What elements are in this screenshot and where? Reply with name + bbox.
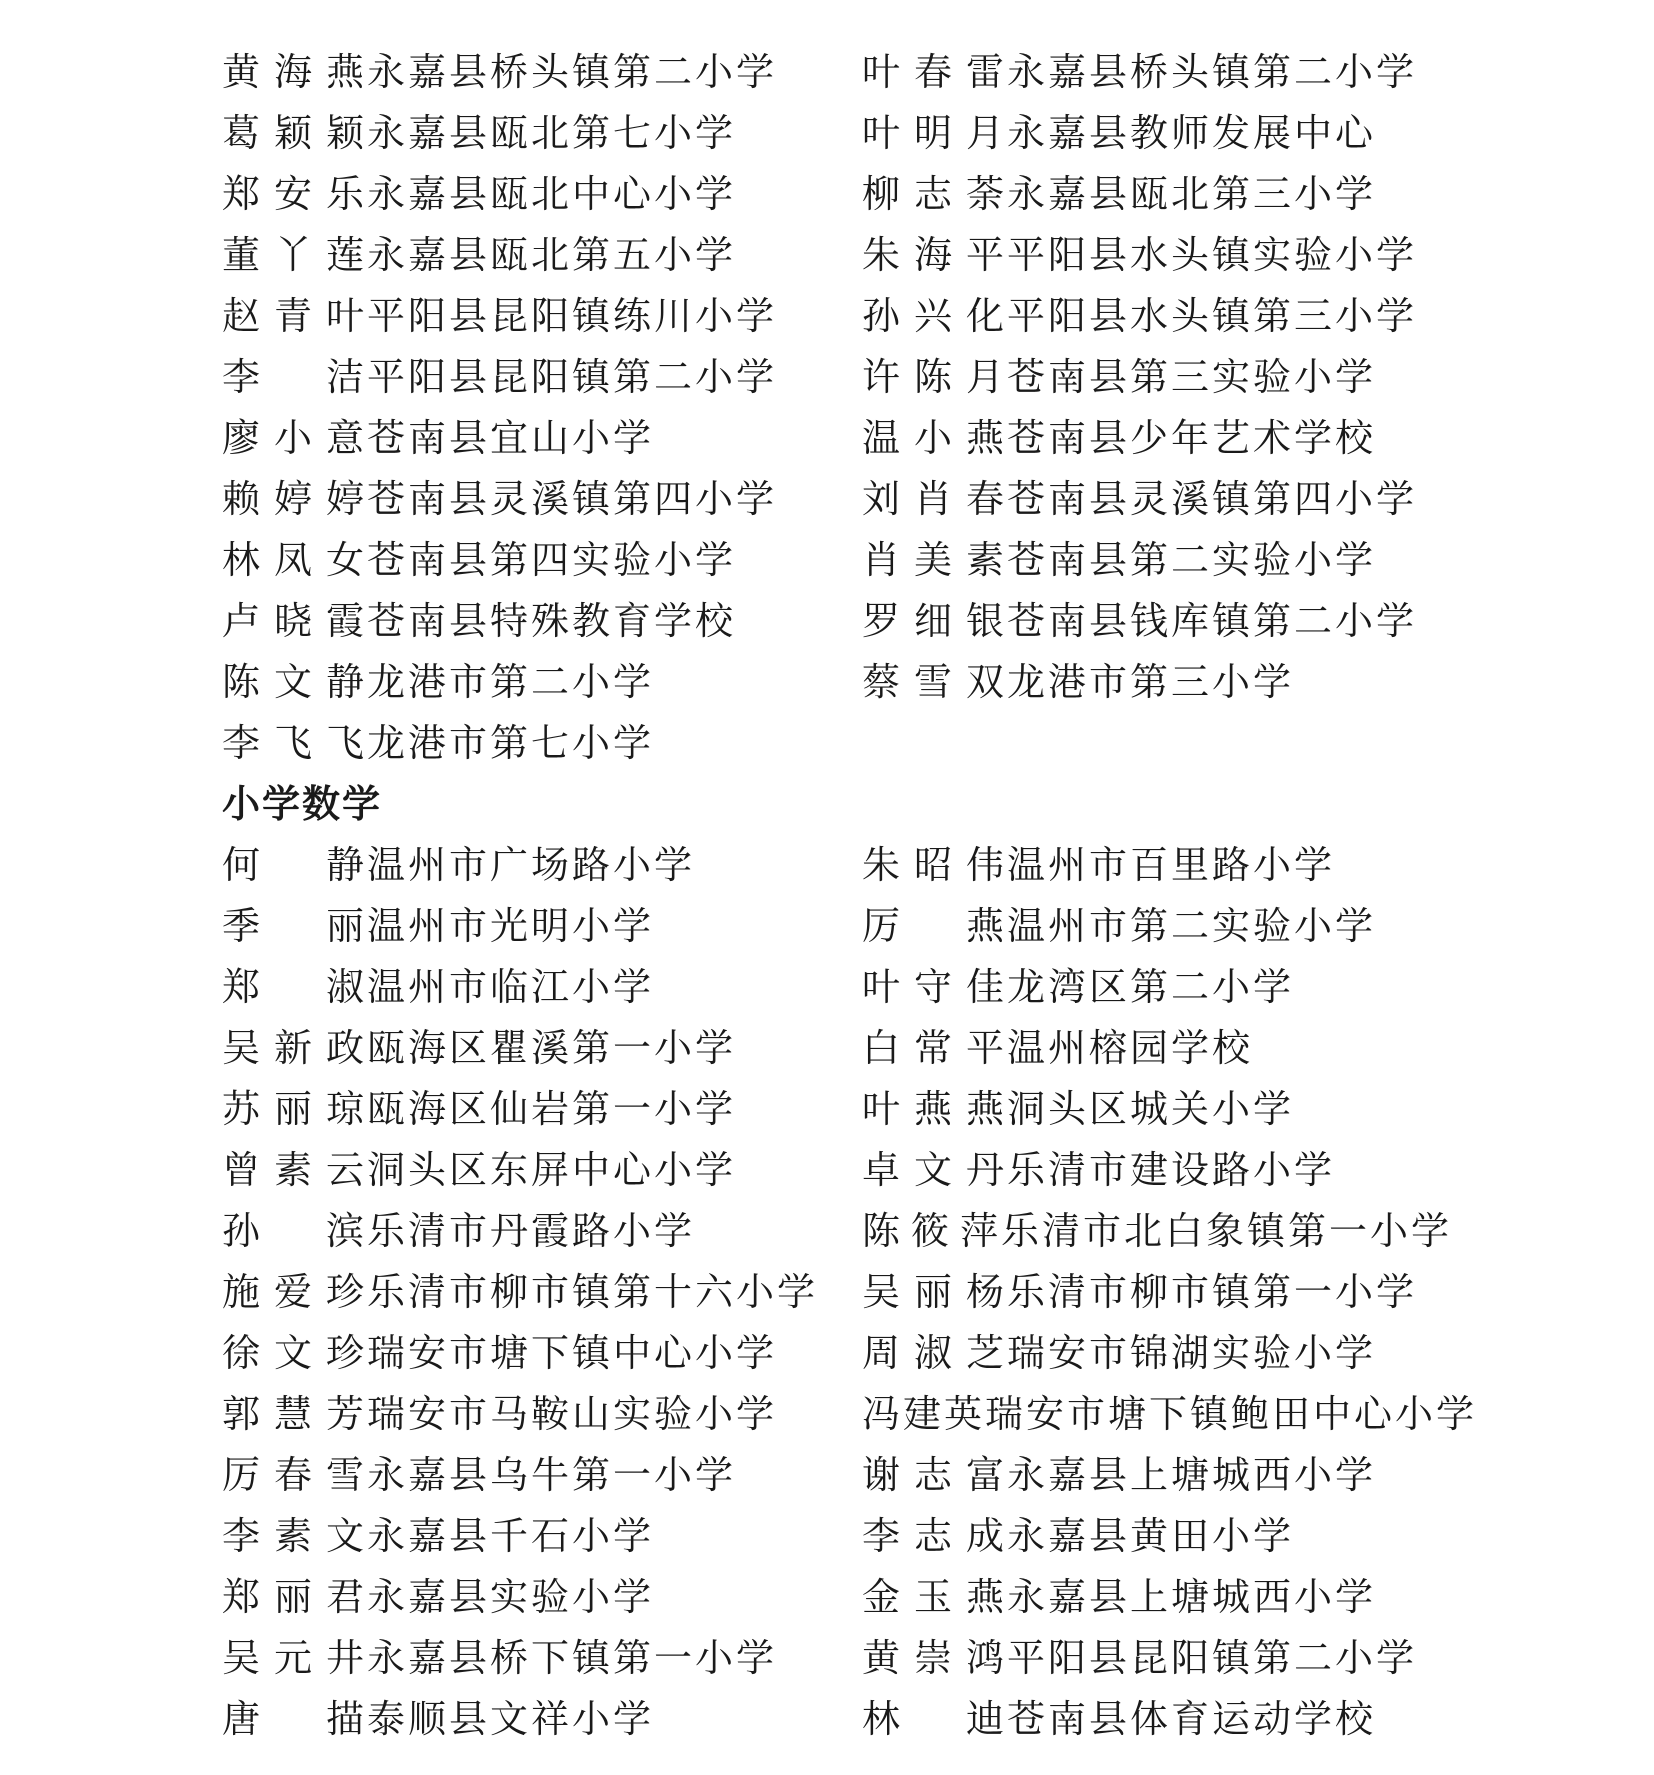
list-row xyxy=(222,160,1452,221)
person-name: 陈文静 xyxy=(222,660,367,704)
school-name: 乐清市建设路小学 xyxy=(1007,1148,1336,1192)
entry xyxy=(222,1261,862,1316)
entry xyxy=(222,529,862,584)
school-name: 瓯海区瞿溪第一小学 xyxy=(367,1026,737,1070)
person-name: 郑安乐 xyxy=(222,172,367,216)
school-name: 永嘉县黄田小学 xyxy=(1007,1514,1295,1558)
school-name: 永嘉县教师发展中心 xyxy=(1007,111,1377,155)
entry xyxy=(222,712,862,767)
section-heading-primary-math: 小学数学 xyxy=(222,782,383,826)
list-row xyxy=(222,1441,1452,1502)
entry xyxy=(222,41,862,96)
person-name: 柳志荼 xyxy=(862,172,1007,216)
entry xyxy=(222,102,862,157)
person-name: 李志成 xyxy=(862,1514,1007,1558)
entry xyxy=(222,224,862,279)
school-name: 温州市临江小学 xyxy=(367,965,655,1009)
entry xyxy=(862,102,1452,157)
school-name: 苍南县第四实验小学 xyxy=(367,538,737,582)
entry xyxy=(862,163,1452,218)
school-name: 瑞安市塘下镇鲍田中心小学 xyxy=(985,1392,1478,1436)
entry xyxy=(222,651,862,706)
entry xyxy=(862,41,1452,96)
person-name: 季 丽 xyxy=(222,904,367,948)
list-row xyxy=(222,953,1452,1014)
entry xyxy=(862,1627,1452,1682)
person-name: 周淑芝 xyxy=(862,1331,1007,1375)
school-name: 永嘉县桥头镇第二小学 xyxy=(367,50,778,94)
school-name: 泰顺县文祥小学 xyxy=(367,1697,655,1741)
list-row xyxy=(222,1319,1452,1380)
school-name: 永嘉县上塘城西小学 xyxy=(1007,1453,1377,1497)
person-name: 金玉燕 xyxy=(862,1575,1007,1619)
list-row xyxy=(222,1014,1452,1075)
person-name: 卢晓霞 xyxy=(222,599,367,643)
school-name: 苍南县少年艺术学校 xyxy=(1007,416,1377,460)
school-name: 平阳县昆阳镇练川小学 xyxy=(367,294,778,338)
school-name: 永嘉县瓯北中心小学 xyxy=(367,172,737,216)
entry xyxy=(862,1688,1452,1743)
person-name: 蔡雪双 xyxy=(862,660,1007,704)
person-name: 冯建英 xyxy=(862,1392,986,1436)
person-name: 曾素云 xyxy=(222,1148,367,1192)
school-name: 乐清市柳市镇第一小学 xyxy=(1007,1270,1418,1314)
list-row xyxy=(222,1624,1452,1685)
person-name: 赵青叶 xyxy=(222,294,367,338)
entry xyxy=(222,895,862,950)
school-name: 苍南县宜山小学 xyxy=(367,416,655,460)
entry xyxy=(862,407,1452,462)
entry xyxy=(862,529,1452,584)
person-name: 许陈月 xyxy=(862,355,1007,399)
entry xyxy=(222,1688,862,1743)
school-name: 永嘉县乌牛第一小学 xyxy=(367,1453,737,1497)
school-name: 平阳县昆阳镇第二小学 xyxy=(1007,1636,1418,1680)
person-name: 白常平 xyxy=(862,1026,1007,1070)
school-name: 苍南县第三实验小学 xyxy=(1007,355,1377,399)
list-row xyxy=(222,892,1452,953)
person-name: 董丫莲 xyxy=(222,233,367,277)
list-row xyxy=(222,1380,1478,1441)
entry xyxy=(862,956,1452,1011)
person-name: 肖美素 xyxy=(862,538,1007,582)
person-name: 郭慧芳 xyxy=(222,1392,367,1436)
person-name: 黄崇鸿 xyxy=(862,1636,1007,1680)
school-name: 瑞安市锦湖实验小学 xyxy=(1007,1331,1377,1375)
person-name: 郑丽君 xyxy=(222,1575,367,1619)
award-list-continued xyxy=(222,38,1452,770)
person-name: 黄海燕 xyxy=(222,50,367,94)
school-name: 苍南县钱库镇第二小学 xyxy=(1007,599,1418,643)
entry xyxy=(222,1078,862,1133)
entry xyxy=(222,468,862,523)
entry xyxy=(222,285,862,340)
entry xyxy=(862,224,1452,279)
entry xyxy=(222,1505,862,1560)
entry xyxy=(222,1017,862,1072)
school-name: 洞头区城关小学 xyxy=(1007,1087,1295,1131)
person-name: 李素文 xyxy=(222,1514,367,1558)
school-name: 温州市百里路小学 xyxy=(1007,843,1336,887)
person-name: 苏丽琼 xyxy=(222,1087,367,1131)
list-row xyxy=(222,1075,1452,1136)
person-name: 厉 燕 xyxy=(862,904,1007,948)
list-row xyxy=(222,343,1452,404)
entry xyxy=(222,1383,862,1438)
list-row xyxy=(222,1685,1452,1746)
school-name: 平阳县昆阳镇第二小学 xyxy=(367,355,778,399)
person-name: 赖婷婷 xyxy=(222,477,367,521)
person-name: 厉春雪 xyxy=(222,1453,367,1497)
entry xyxy=(862,651,1452,706)
person-name: 温小燕 xyxy=(862,416,1007,460)
person-name: 谢志富 xyxy=(862,1453,1007,1497)
entry xyxy=(222,1139,862,1194)
list-row xyxy=(222,99,1452,160)
person-name: 葛颖颖 xyxy=(222,111,367,155)
list-row xyxy=(222,587,1452,648)
entry xyxy=(862,1322,1452,1377)
person-name: 卓文丹 xyxy=(862,1148,1007,1192)
person-name: 吴新政 xyxy=(222,1026,367,1070)
school-name: 温州榕园学校 xyxy=(1007,1026,1254,1070)
school-name: 苍南县灵溪镇第四小学 xyxy=(1007,477,1418,521)
school-name: 乐清市北白象镇第一小学 xyxy=(1000,1209,1452,1253)
person-name: 孙兴化 xyxy=(862,294,1007,338)
school-name: 平阳县水头镇实验小学 xyxy=(1007,233,1418,277)
entry xyxy=(222,1566,862,1621)
school-name: 平阳县水头镇第三小学 xyxy=(1007,294,1418,338)
school-name: 永嘉县瓯北第三小学 xyxy=(1007,172,1377,216)
person-name: 叶春雷 xyxy=(862,50,1007,94)
person-name: 施爱珍 xyxy=(222,1270,367,1314)
entry xyxy=(862,346,1452,401)
school-name: 永嘉县实验小学 xyxy=(367,1575,655,1619)
person-name: 林凤女 xyxy=(222,538,367,582)
entry xyxy=(862,1200,1452,1255)
list-row xyxy=(222,1258,1452,1319)
list-row xyxy=(222,282,1452,343)
entry xyxy=(862,1139,1452,1194)
school-name: 苍南县灵溪镇第四小学 xyxy=(367,477,778,521)
entry xyxy=(862,1017,1452,1072)
school-name: 温州市第二实验小学 xyxy=(1007,904,1377,948)
list-row xyxy=(222,221,1452,282)
person-name: 吴丽杨 xyxy=(862,1270,1007,1314)
school-name: 乐清市柳市镇第十六小学 xyxy=(367,1270,819,1314)
entry xyxy=(862,1383,1478,1438)
entry xyxy=(862,895,1452,950)
person-name: 叶燕燕 xyxy=(862,1087,1007,1131)
entry xyxy=(222,163,862,218)
person-name: 孙 滨 xyxy=(222,1209,367,1253)
person-name: 朱海平 xyxy=(862,233,1007,277)
school-name: 苍南县特殊教育学校 xyxy=(367,599,737,643)
school-name: 瑞安市塘下镇中心小学 xyxy=(367,1331,778,1375)
school-name: 瓯海区仙岩第一小学 xyxy=(367,1087,737,1131)
entry xyxy=(862,1505,1452,1560)
person-name: 廖小意 xyxy=(222,416,367,460)
award-list-primary-math xyxy=(222,831,1478,1746)
entry xyxy=(222,1444,862,1499)
person-name: 唐 描 xyxy=(222,1697,367,1741)
list-row xyxy=(222,1502,1452,1563)
school-name: 龙港市第七小学 xyxy=(367,721,655,765)
person-name: 李飞飞 xyxy=(222,721,367,765)
entry xyxy=(222,346,862,401)
entry xyxy=(222,1200,862,1255)
list-row xyxy=(222,1563,1452,1624)
person-name: 郑 淑 xyxy=(222,965,367,1009)
entry xyxy=(862,834,1452,889)
school-name: 乐清市丹霞路小学 xyxy=(367,1209,696,1253)
entry xyxy=(222,407,862,462)
school-name: 永嘉县瓯北第七小学 xyxy=(367,111,737,155)
list-row xyxy=(222,38,1452,99)
person-name: 朱昭伟 xyxy=(862,843,1007,887)
school-name: 温州市广场路小学 xyxy=(367,843,696,887)
entry xyxy=(222,1322,862,1377)
person-name: 林 迪 xyxy=(862,1697,1007,1741)
list-row xyxy=(222,648,1452,709)
entry xyxy=(862,590,1452,645)
entry xyxy=(862,1444,1452,1499)
list-row xyxy=(222,1136,1452,1197)
person-name: 叶守佳 xyxy=(862,965,1007,1009)
list-row xyxy=(222,465,1452,526)
school-name: 永嘉县瓯北第五小学 xyxy=(367,233,737,277)
list-row xyxy=(222,404,1452,465)
school-name: 温州市光明小学 xyxy=(367,904,655,948)
person-name: 吴元井 xyxy=(222,1636,367,1680)
school-name: 永嘉县千石小学 xyxy=(367,1514,655,1558)
person-name: 陈筱萍 xyxy=(862,1209,1001,1253)
entry xyxy=(862,1566,1452,1621)
person-name: 叶明月 xyxy=(862,111,1007,155)
person-name: 李 洁 xyxy=(222,355,367,399)
list-row xyxy=(222,1197,1452,1258)
school-name: 永嘉县桥头镇第二小学 xyxy=(1007,50,1418,94)
entry xyxy=(862,1078,1452,1133)
school-name: 永嘉县桥下镇第一小学 xyxy=(367,1636,778,1680)
school-name: 永嘉县上塘城西小学 xyxy=(1007,1575,1377,1619)
entry xyxy=(862,468,1452,523)
entry xyxy=(222,1627,862,1682)
person-name: 何 静 xyxy=(222,843,367,887)
list-row xyxy=(222,831,1452,892)
school-name: 龙湾区第二小学 xyxy=(1007,965,1295,1009)
list-row xyxy=(222,709,1452,770)
person-name: 刘肖春 xyxy=(862,477,1007,521)
entry xyxy=(222,956,862,1011)
person-name: 罗细银 xyxy=(862,599,1007,643)
list-row xyxy=(222,526,1452,587)
entry xyxy=(862,1261,1452,1316)
person-name: 徐文珍 xyxy=(222,1331,367,1375)
school-name: 苍南县体育运动学校 xyxy=(1007,1697,1377,1741)
entry xyxy=(862,285,1452,340)
school-name: 洞头区东屏中心小学 xyxy=(367,1148,737,1192)
school-name: 龙港市第三小学 xyxy=(1007,660,1295,704)
school-name: 瑞安市马鞍山实验小学 xyxy=(367,1392,778,1436)
entry xyxy=(222,590,862,645)
entry xyxy=(222,834,862,889)
school-name: 龙港市第二小学 xyxy=(367,660,655,704)
school-name: 苍南县第二实验小学 xyxy=(1007,538,1377,582)
